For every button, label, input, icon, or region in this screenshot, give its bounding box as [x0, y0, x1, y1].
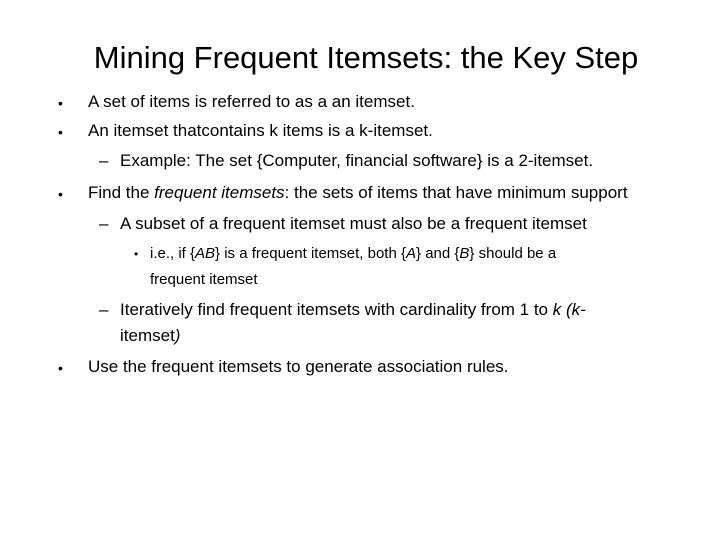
- text-run: } is a frequent itemset, both {: [215, 245, 406, 262]
- bullet-text: [88, 180, 628, 206]
- emphasis-text: ): [174, 326, 181, 345]
- emphasis-text: AB: [195, 245, 216, 262]
- text-run: } and {: [416, 245, 460, 262]
- text-run: itemset: [120, 326, 175, 345]
- bullet-marker: •: [58, 360, 63, 376]
- emphasis-text: B: [459, 245, 470, 262]
- text-run: i.e., if {: [150, 245, 196, 262]
- text-run: : the sets of items that have minimum support: [284, 183, 628, 202]
- bullet-marker: •: [58, 186, 63, 202]
- sub-bullet-text: [120, 297, 586, 323]
- sub-bullet-text: Example: The set {Computer, financial software} is a 2-itemset.: [120, 151, 594, 170]
- sub-bullet-marker: –: [99, 151, 109, 170]
- text-run: } should be a: [469, 245, 557, 262]
- sub-bullet-marker: –: [99, 214, 109, 233]
- bullet-marker: •: [58, 95, 63, 111]
- slide-title: Mining Frequent Itemsets: the Key Step: [93, 40, 639, 75]
- text-run: Iteratively find frequent itemsets with cardinality from 1 to: [120, 300, 553, 319]
- text-run: Find the: [88, 183, 155, 202]
- sub-bullet-marker: –: [99, 300, 109, 319]
- emphasis-text: k (k-: [552, 300, 586, 319]
- bullet-text: An itemset thatcontains k items is a k-itemset.: [88, 121, 433, 140]
- sub-bullet-text: A subset of a frequent itemset must also be a frequent itemset: [120, 214, 587, 233]
- emphasis-text: A: [406, 245, 417, 262]
- emphasis-text: frequent itemsets: [154, 183, 285, 202]
- bullet-marker: •: [58, 124, 63, 140]
- bullet-text: Use the frequent itemsets to generate association rules.: [88, 357, 509, 376]
- sub-bullet-text-continued: [120, 323, 180, 349]
- sub-sub-bullet-text: [150, 241, 556, 267]
- sub-sub-bullet-marker: •: [134, 247, 139, 261]
- sub-sub-bullet-text-continued: frequent itemset: [150, 271, 258, 288]
- bullet-text: A set of items is referred to as a an itemset.: [88, 92, 415, 111]
